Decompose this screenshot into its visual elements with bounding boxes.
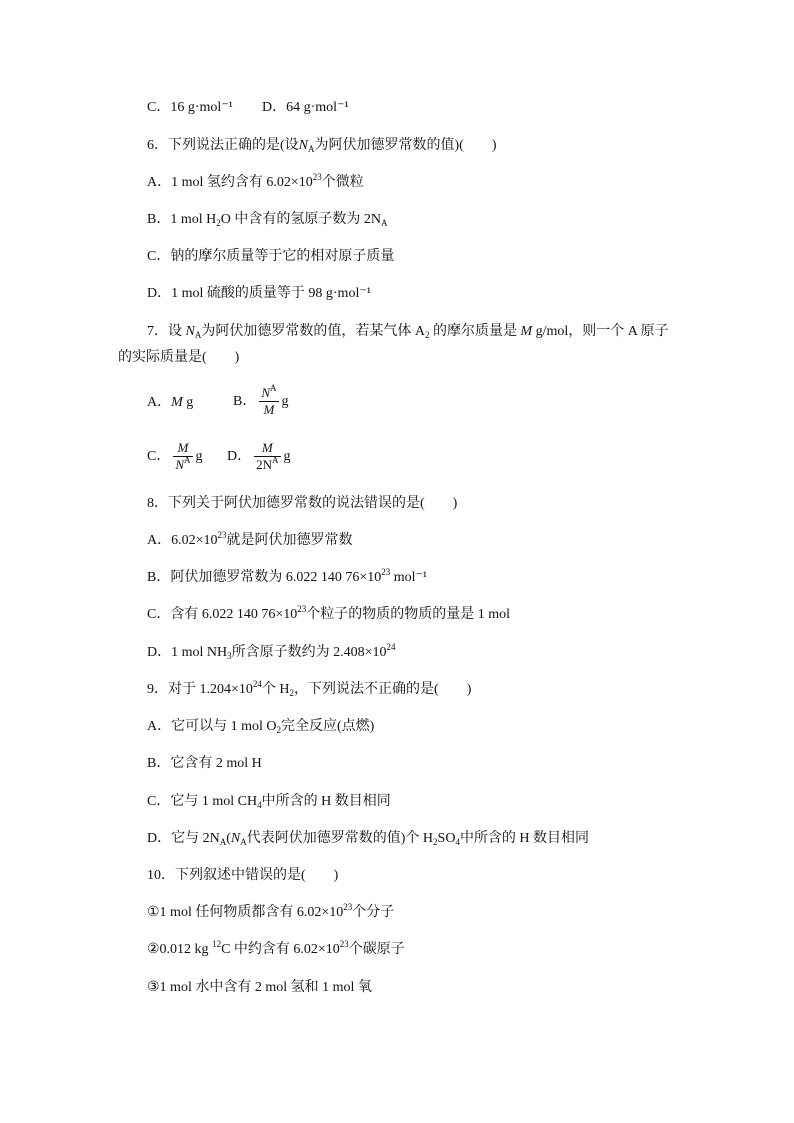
q10-statement-3: ③1 mol 水中含有 2 mol 氢和 1 mol 氧 (147, 980, 372, 995)
q10-statement-1: ①1 mol 任何物质都含有 $6.02\times 10^{23}$个分子 (147, 902, 395, 920)
q5-option-c: C．16 g·mol⁻¹ (147, 100, 233, 115)
q8-option-c: C．含有 6.022 140 $76\times 10^{23}$个粒子的物质的物质的量是 1 mol (147, 604, 511, 622)
q9-option-d: D．它与 $2N_A(N_A$代表阿伏加德罗常数的值)个 $H_2SO_4$中所含的 H 数目相同 (147, 831, 590, 847)
q8-option-d: D．1 mol $NH_3$所含原子数约为 $2.408\times 10^{24}$ (147, 642, 396, 661)
q7-option-d-fraction: $\frac{M}{2N^A}$ (256, 440, 279, 473)
q7-stem-line1: 7．设 $N_A$为阿伏加德罗常数的值，若某气体 $A_2$ 的摩尔质量是 M g/mol，则一个 A 原子 (147, 324, 669, 340)
q7-option-c-fraction: $\frac{M}{N^A}$ (175, 440, 191, 473)
q8-option-b: B．阿伏加德罗常数为 6.022 140 $76\times 10^{23}$ mol⁻¹ (147, 567, 428, 585)
q7-stem-line2: 的实际质量是( ) (118, 350, 240, 365)
q7-option-c: C． $\frac{M}{N^A}$ g (147, 440, 203, 473)
q9-option-c: C．它与 1 mol $CH_4$中所含的 H 数目相同 (147, 794, 391, 810)
q9-stem: 9．对于 $1.204\times 10^{24}$个 $H_2$，下列说法不正确的是( ) (147, 679, 472, 698)
q6-option-a: A．1 mol 氢约含有 $6.02\times 10^{23}$个微粒 (147, 172, 364, 190)
q10-statement-2: ②0.012 kg $^{12}$C 中约含有 $6.02\times 10^{23}$个碳原子 (147, 939, 405, 957)
q8-option-a: A．$6.02\times 10^{23}$就是阿伏加德罗常数 (147, 530, 353, 548)
q10-stem: 10．下列叙述中错误的是( ) (147, 868, 339, 883)
q6-stem: 6．下列说法正确的是(设$N_A$为阿伏加德罗常数的值)( ) (147, 138, 497, 154)
q7-option-d: D． $\frac{M}{2N^A}$ g (227, 440, 291, 473)
q5-option-d: D．64 g·mol⁻¹ (262, 100, 349, 115)
q6-option-b: B．1 mol $H_2O$ 中含有的氢原子数为 $2N_A$ (147, 212, 388, 228)
q8-stem: 8．下列关于阿伏加德罗常数的说法错误的是( ) (147, 496, 458, 511)
q6-option-c: C．钠的摩尔质量等于它的相对原子质量 (147, 249, 395, 264)
q9-option-a: A．它可以与 1 mol $O_2$完全反应(点燃) (147, 719, 375, 735)
q7-option-b: B． $\frac{N^A}{M}$ g (233, 383, 289, 418)
q7-option-a: A．M g (147, 395, 194, 410)
q7-option-b-fraction: $\frac{N^A}{M}$ (261, 383, 277, 418)
q6-option-d: D．1 mol 硫酸的质量等于 98 g·mol⁻¹ (147, 286, 371, 301)
q9-option-b: B．它含有 2 mol H (147, 756, 262, 771)
